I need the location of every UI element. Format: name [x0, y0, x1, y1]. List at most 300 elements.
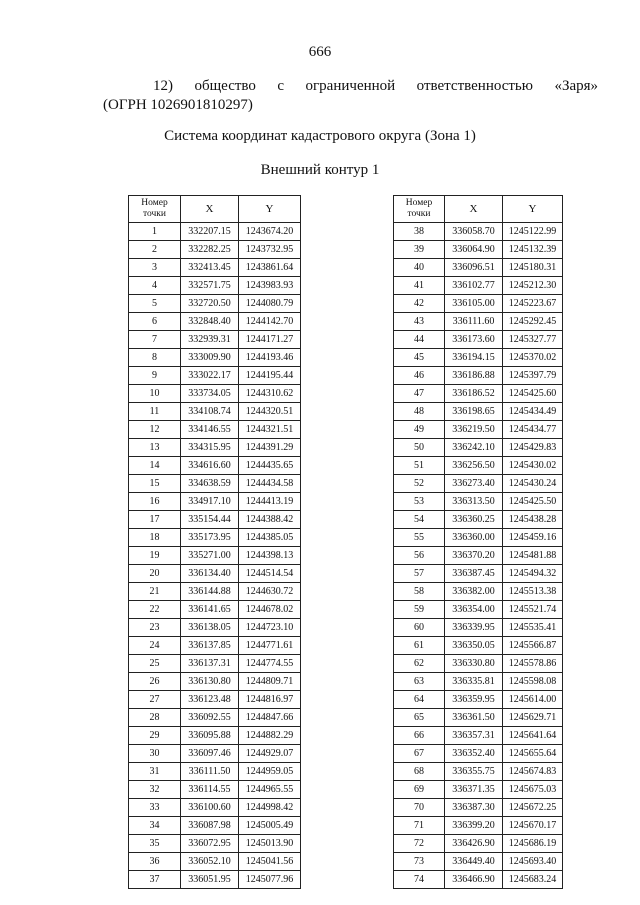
table-row [129, 835, 301, 853]
coord-y: 1245513.38 [503, 583, 563, 601]
coord-y: 1245686.19 [503, 835, 563, 853]
point-number: 14 [129, 457, 181, 475]
coord-x: 332720.50 [181, 295, 239, 313]
coord-y: 1245521.74 [503, 601, 563, 619]
coord-x: 336354.00 [445, 601, 503, 619]
coord-x: 332939.31 [181, 331, 239, 349]
point-number: 72 [394, 835, 445, 853]
coord-x: 336141.65 [181, 601, 239, 619]
coord-x: 336426.90 [445, 835, 503, 853]
coord-y: 1245614.00 [503, 691, 563, 709]
coord-x: 334616.60 [181, 457, 239, 475]
point-number: 23 [129, 619, 181, 637]
coord-x: 336097.46 [181, 745, 239, 763]
table-row [129, 745, 301, 763]
point-number: 74 [394, 871, 445, 889]
coord-x: 332282.25 [181, 241, 239, 259]
table-row [129, 781, 301, 799]
table-row [129, 583, 301, 601]
point-number: 31 [129, 763, 181, 781]
coord-y: 1245397.79 [503, 367, 563, 385]
coord-x: 332207.15 [181, 223, 239, 241]
point-number: 37 [129, 871, 181, 889]
table-row [129, 853, 301, 871]
table-row [129, 727, 301, 745]
table-row [129, 493, 301, 511]
coord-y: 1245655.64 [503, 745, 563, 763]
coord-y: 1244723.10 [239, 619, 301, 637]
point-number: 10 [129, 385, 181, 403]
point-number: 28 [129, 709, 181, 727]
point-number: 33 [129, 799, 181, 817]
point-number: 40 [394, 259, 445, 277]
coord-y: 1244388.42 [239, 511, 301, 529]
contour-title: Внешний контур 1 [260, 162, 380, 178]
coord-y: 1244816.97 [239, 691, 301, 709]
coord-y: 1245430.02 [503, 457, 563, 475]
coord-y: 1245292.45 [503, 313, 563, 331]
header-point-number: Номер точки [129, 196, 181, 223]
coord-x: 334638.59 [181, 475, 239, 493]
coordinate-system-title: Система координат кадастрового округа (Зона 1) [164, 128, 476, 144]
point-number: 2 [129, 241, 181, 259]
coord-y: 1244998.42 [239, 799, 301, 817]
point-number: 49 [394, 421, 445, 439]
coord-y: 1244413.19 [239, 493, 301, 511]
coord-x: 336095.88 [181, 727, 239, 745]
coord-y: 1244774.55 [239, 655, 301, 673]
coord-y: 1245041.56 [239, 853, 301, 871]
coord-x: 336052.10 [181, 853, 239, 871]
page-number: 666 [308, 44, 332, 60]
coord-x: 333022.17 [181, 367, 239, 385]
coord-y: 1245429.83 [503, 439, 563, 457]
coord-y: 1245327.77 [503, 331, 563, 349]
coord-x: 336330.80 [445, 655, 503, 673]
coord-x: 336360.25 [445, 511, 503, 529]
point-number: 6 [129, 313, 181, 331]
point-number: 51 [394, 457, 445, 475]
table-row [129, 601, 301, 619]
coord-x: 336355.75 [445, 763, 503, 781]
coord-y: 1244809.71 [239, 673, 301, 691]
table-row [394, 385, 563, 403]
table-row [394, 349, 563, 367]
point-number: 58 [394, 583, 445, 601]
table-row [394, 439, 563, 457]
point-number: 71 [394, 817, 445, 835]
coord-y: 1244847.66 [239, 709, 301, 727]
table-row [394, 655, 563, 673]
coord-x: 335271.00 [181, 547, 239, 565]
header-x: X [181, 196, 239, 223]
point-number: 3 [129, 259, 181, 277]
coord-x: 336058.70 [445, 223, 503, 241]
org-word: ограниченной [305, 78, 396, 94]
table-row [394, 835, 563, 853]
point-number: 44 [394, 331, 445, 349]
table-row [129, 313, 301, 331]
header-y: Y [503, 196, 563, 223]
coord-x: 336387.45 [445, 565, 503, 583]
coord-y: 1244630.72 [239, 583, 301, 601]
table-row [394, 403, 563, 421]
point-number: 13 [129, 439, 181, 457]
point-number: 61 [394, 637, 445, 655]
table-row [394, 511, 563, 529]
table-row [129, 385, 301, 403]
coord-x: 336313.50 [445, 493, 503, 511]
coord-x: 333009.90 [181, 349, 239, 367]
point-number: 68 [394, 763, 445, 781]
table-row [129, 457, 301, 475]
point-number: 46 [394, 367, 445, 385]
point-number: 73 [394, 853, 445, 871]
table-row [129, 403, 301, 421]
table-row [394, 709, 563, 727]
table-row [394, 223, 563, 241]
coord-x: 336242.10 [445, 439, 503, 457]
coord-x: 334108.74 [181, 403, 239, 421]
coord-x: 336361.50 [445, 709, 503, 727]
organization-line-1 [153, 78, 598, 95]
coord-y: 1245641.64 [503, 727, 563, 745]
table-row [394, 421, 563, 439]
coord-x: 336138.05 [181, 619, 239, 637]
coord-y: 1245670.17 [503, 817, 563, 835]
table-row [129, 349, 301, 367]
header-x: X [445, 196, 503, 223]
table-row [129, 439, 301, 457]
coord-y: 1245683.24 [503, 871, 563, 889]
table-row [129, 241, 301, 259]
coord-y: 1244398.13 [239, 547, 301, 565]
table-header-row [394, 196, 563, 223]
point-number: 42 [394, 295, 445, 313]
coord-y: 1244929.07 [239, 745, 301, 763]
point-number: 57 [394, 565, 445, 583]
table-row [129, 799, 301, 817]
coord-y: 1245122.99 [503, 223, 563, 241]
coord-y: 1245005.49 [239, 817, 301, 835]
point-number: 27 [129, 691, 181, 709]
coord-y: 1245438.28 [503, 511, 563, 529]
coord-x: 336087.98 [181, 817, 239, 835]
table-row [129, 331, 301, 349]
point-number: 55 [394, 529, 445, 547]
coord-x: 336360.00 [445, 529, 503, 547]
coord-y: 1245675.03 [503, 781, 563, 799]
coord-y: 1245535.41 [503, 619, 563, 637]
point-number: 25 [129, 655, 181, 673]
org-word: ответственностью [416, 78, 533, 94]
table-row [394, 547, 563, 565]
point-number: 32 [129, 781, 181, 799]
coord-y: 1244435.65 [239, 457, 301, 475]
coord-x: 336359.95 [445, 691, 503, 709]
coord-x: 336352.40 [445, 745, 503, 763]
coord-y: 1244320.51 [239, 403, 301, 421]
coord-x: 336219.50 [445, 421, 503, 439]
coord-x: 336194.15 [445, 349, 503, 367]
table-row [394, 313, 563, 331]
header-y: Y [239, 196, 301, 223]
table-row [394, 817, 563, 835]
point-number: 21 [129, 583, 181, 601]
coordinates-table-left [128, 195, 301, 889]
point-number: 22 [129, 601, 181, 619]
coord-x: 336144.88 [181, 583, 239, 601]
table-row [394, 583, 563, 601]
coord-y: 1244321.51 [239, 421, 301, 439]
coord-y: 1244195.44 [239, 367, 301, 385]
coord-y: 1245425.60 [503, 385, 563, 403]
coord-y: 1245013.90 [239, 835, 301, 853]
table-row [129, 529, 301, 547]
coord-y: 1244771.61 [239, 637, 301, 655]
table-row [129, 223, 301, 241]
coord-x: 336449.40 [445, 853, 503, 871]
point-number: 30 [129, 745, 181, 763]
point-number: 36 [129, 853, 181, 871]
coord-y: 1245212.30 [503, 277, 563, 295]
table-row [394, 259, 563, 277]
coord-y: 1244385.05 [239, 529, 301, 547]
coord-y: 1244391.29 [239, 439, 301, 457]
coord-y: 1245430.24 [503, 475, 563, 493]
coord-y: 1245693.40 [503, 853, 563, 871]
coord-x: 336339.95 [445, 619, 503, 637]
point-number: 35 [129, 835, 181, 853]
table-row [394, 871, 563, 889]
coord-y: 1244678.02 [239, 601, 301, 619]
point-number: 1 [129, 223, 181, 241]
coord-y: 1244142.70 [239, 313, 301, 331]
coord-y: 1244080.79 [239, 295, 301, 313]
point-number: 47 [394, 385, 445, 403]
coord-y: 1244965.55 [239, 781, 301, 799]
table-row [129, 277, 301, 295]
coord-y: 1245481.88 [503, 547, 563, 565]
coord-y: 1245629.71 [503, 709, 563, 727]
coord-x: 336173.60 [445, 331, 503, 349]
coord-x: 334315.95 [181, 439, 239, 457]
coord-x: 336399.20 [445, 817, 503, 835]
table-row [394, 601, 563, 619]
coord-y: 1245425.50 [503, 493, 563, 511]
table-row [129, 511, 301, 529]
point-number: 69 [394, 781, 445, 799]
point-number: 53 [394, 493, 445, 511]
coord-y: 1244959.05 [239, 763, 301, 781]
org-word: 12) [153, 78, 173, 94]
coord-x: 336100.60 [181, 799, 239, 817]
point-number: 11 [129, 403, 181, 421]
coord-y: 1243674.20 [239, 223, 301, 241]
point-number: 63 [394, 673, 445, 691]
org-word: с [277, 78, 285, 94]
table-row [394, 673, 563, 691]
point-number: 12 [129, 421, 181, 439]
table-row [129, 691, 301, 709]
point-number: 5 [129, 295, 181, 313]
coord-x: 336064.90 [445, 241, 503, 259]
table-row [129, 367, 301, 385]
coord-x: 336111.50 [181, 763, 239, 781]
coord-x: 336186.52 [445, 385, 503, 403]
header-point-number: Номер точки [394, 196, 445, 223]
table-row [394, 241, 563, 259]
point-number: 24 [129, 637, 181, 655]
table-row [394, 781, 563, 799]
point-number: 66 [394, 727, 445, 745]
coord-x: 336357.31 [445, 727, 503, 745]
table-row [129, 817, 301, 835]
point-number: 39 [394, 241, 445, 259]
coord-x: 336092.55 [181, 709, 239, 727]
table-row [394, 493, 563, 511]
point-number: 7 [129, 331, 181, 349]
table-row [129, 655, 301, 673]
point-number: 64 [394, 691, 445, 709]
table-row [129, 547, 301, 565]
coord-x: 332848.40 [181, 313, 239, 331]
coord-y: 1244434.58 [239, 475, 301, 493]
coord-y: 1244171.27 [239, 331, 301, 349]
table-row [394, 727, 563, 745]
coord-x: 335173.95 [181, 529, 239, 547]
point-number: 29 [129, 727, 181, 745]
point-number: 60 [394, 619, 445, 637]
coord-x: 336382.00 [445, 583, 503, 601]
coord-y: 1245459.16 [503, 529, 563, 547]
point-number: 17 [129, 511, 181, 529]
point-number: 15 [129, 475, 181, 493]
coord-y: 1245132.39 [503, 241, 563, 259]
table-row [394, 565, 563, 583]
coord-x: 336114.55 [181, 781, 239, 799]
table-row [129, 763, 301, 781]
point-number: 67 [394, 745, 445, 763]
point-number: 8 [129, 349, 181, 367]
point-number: 34 [129, 817, 181, 835]
coord-y: 1243861.64 [239, 259, 301, 277]
point-number: 50 [394, 439, 445, 457]
coord-x: 336387.30 [445, 799, 503, 817]
table-row [129, 619, 301, 637]
table-row [394, 277, 563, 295]
table-row [129, 421, 301, 439]
coord-x: 336466.90 [445, 871, 503, 889]
point-number: 9 [129, 367, 181, 385]
table-row [394, 295, 563, 313]
point-number: 20 [129, 565, 181, 583]
coord-y: 1245566.87 [503, 637, 563, 655]
table-row [394, 619, 563, 637]
coord-x: 336137.31 [181, 655, 239, 673]
point-number: 70 [394, 799, 445, 817]
table-row [394, 529, 563, 547]
point-number: 52 [394, 475, 445, 493]
table-row [129, 871, 301, 889]
coord-x: 336123.48 [181, 691, 239, 709]
coord-y: 1245494.32 [503, 565, 563, 583]
table-row [129, 709, 301, 727]
point-number: 65 [394, 709, 445, 727]
coord-x: 335154.44 [181, 511, 239, 529]
coordinates-table-right [393, 195, 563, 889]
coord-x: 336256.50 [445, 457, 503, 475]
point-number: 45 [394, 349, 445, 367]
coord-y: 1245077.96 [239, 871, 301, 889]
coord-y: 1244514.54 [239, 565, 301, 583]
coord-y: 1244310.62 [239, 385, 301, 403]
coord-x: 336102.77 [445, 277, 503, 295]
coord-y: 1245434.77 [503, 421, 563, 439]
coord-x: 333734.05 [181, 385, 239, 403]
point-number: 56 [394, 547, 445, 565]
point-number: 48 [394, 403, 445, 421]
coord-x: 332413.45 [181, 259, 239, 277]
org-word: «Заря» [554, 78, 599, 94]
coord-x: 336370.20 [445, 547, 503, 565]
coord-x: 336130.80 [181, 673, 239, 691]
point-number: 54 [394, 511, 445, 529]
coord-y: 1245223.67 [503, 295, 563, 313]
table-row [394, 763, 563, 781]
table-row [394, 331, 563, 349]
table-row [129, 565, 301, 583]
table-row [394, 475, 563, 493]
coord-x: 334917.10 [181, 493, 239, 511]
table-row [129, 673, 301, 691]
coord-y: 1243732.95 [239, 241, 301, 259]
coord-x: 336134.40 [181, 565, 239, 583]
table-row [394, 367, 563, 385]
coord-x: 334146.55 [181, 421, 239, 439]
coord-x: 336105.00 [445, 295, 503, 313]
coord-y: 1243983.93 [239, 277, 301, 295]
table-row [394, 853, 563, 871]
coord-x: 336273.40 [445, 475, 503, 493]
coord-x: 336096.51 [445, 259, 503, 277]
organization-ogrn: (ОГРН 1026901810297) [103, 97, 253, 113]
point-number: 19 [129, 547, 181, 565]
point-number: 59 [394, 601, 445, 619]
table-row [394, 745, 563, 763]
coord-y: 1245672.25 [503, 799, 563, 817]
point-number: 41 [394, 277, 445, 295]
coord-y: 1244882.29 [239, 727, 301, 745]
coord-x: 336111.60 [445, 313, 503, 331]
table-row [394, 637, 563, 655]
point-number: 4 [129, 277, 181, 295]
table-row [394, 457, 563, 475]
table-row [129, 475, 301, 493]
coord-x: 336350.05 [445, 637, 503, 655]
point-number: 16 [129, 493, 181, 511]
coord-y: 1245674.83 [503, 763, 563, 781]
coord-x: 336335.81 [445, 673, 503, 691]
table-header-row [129, 196, 301, 223]
org-word: общество [194, 78, 256, 94]
point-number: 18 [129, 529, 181, 547]
table-row [394, 799, 563, 817]
table-row [129, 295, 301, 313]
coord-x: 336072.95 [181, 835, 239, 853]
table-row [129, 259, 301, 277]
coord-y: 1245370.02 [503, 349, 563, 367]
